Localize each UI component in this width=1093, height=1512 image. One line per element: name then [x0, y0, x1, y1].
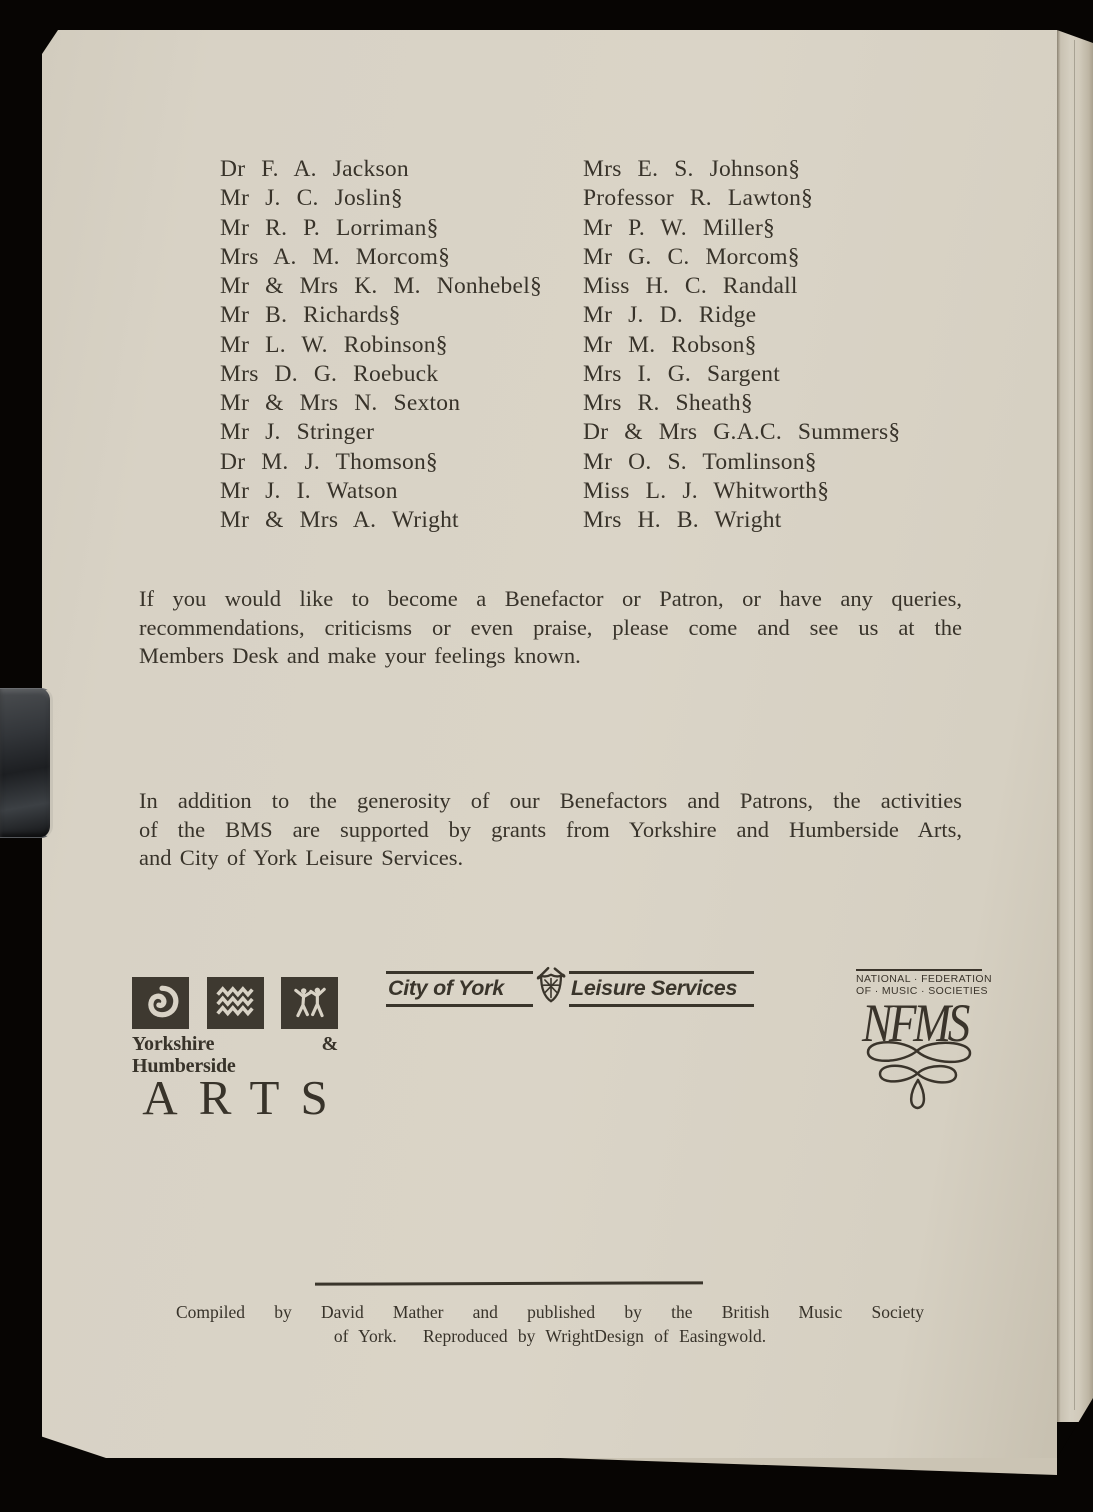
booklet-page [42, 30, 1057, 1458]
paragraph-line: In addition to the generosity of our Benefactors and Patrons, the activities [139, 788, 962, 813]
benefactor-name: Mr J. C. Joslin§ [220, 185, 403, 212]
york-logo-right-text [569, 971, 754, 1007]
benefactor-name: Mrs A. M. Morcom§ [220, 243, 451, 270]
york-logo-left-text [386, 971, 533, 1007]
benefactor-name: Mr M. Robson§ [583, 331, 757, 358]
nfms-acronym-wordmark: NFMS [862, 993, 967, 1053]
benefactor-name: Mrs E. S. Johnson§ [583, 156, 801, 182]
benefactor-name: Mrs I. G. Sargent [583, 360, 781, 387]
grants-acknowledgement-paragraph [139, 787, 962, 873]
paragraph-line: of the BMS are supported by grants from Yorkshire and Humberside Arts, [139, 816, 962, 842]
yha-logo-squares [132, 977, 338, 1029]
benefactor-name: Mr G. C. Morcom§ [583, 243, 800, 270]
page-edge-crease [1074, 40, 1075, 1410]
yha-logo-wordmark: Yorkshire & Humberside [132, 1033, 338, 1077]
city-of-york-leisure-services-logo [386, 971, 754, 1007]
york-logo-leisure-label: Leisure Services [571, 976, 738, 1000]
paragraph-line: recommendations, criticisms or even praise, please come and see us at the [139, 614, 962, 640]
nfms-caption-line: OF · MUSIC · SOCIETIES [856, 985, 988, 997]
colophon-line: of York. Reproduced by WrightDesign of Easingwold. [333, 1325, 767, 1346]
names-column-right [583, 155, 900, 535]
benefactor-name: Mrs H. B. Wright [583, 507, 782, 533]
benefactor-name: Miss L. J. Whitworth§ [583, 477, 830, 504]
paragraph-line: Members Desk and make your feelings known. [139, 643, 581, 669]
benefactor-name: Mr & Mrs K. M. Nonhebel§ [220, 273, 542, 299]
benefactor-name: Mr J. I. Watson [220, 477, 398, 504]
paragraph-line: If you would like to become a Benefactor or Patron, or have any queries, [139, 586, 962, 611]
benefactor-name: Mr L. W. Robinson§ [220, 331, 448, 358]
names-column-left [220, 155, 542, 535]
paragraph-line: and City of York Leisure Services. [139, 845, 464, 871]
nfms-caption-line: NATIONAL · FEDERATION [856, 973, 992, 985]
benefactor-invitation-paragraph [139, 585, 962, 671]
benefactor-name: Mr & Mrs N. Sexton [220, 390, 461, 416]
spiral-icon [132, 977, 189, 1029]
benefactor-name: Mr R. P. Lorriman§ [220, 214, 439, 241]
benefactor-name: Mrs D. G. Roebuck [220, 360, 439, 387]
nfms-logo [848, 969, 1006, 1111]
benefactor-name: Mr P. W. Miller§ [583, 214, 776, 241]
york-logo-city-label: City of York [388, 976, 504, 1000]
yha-logo-arts-wordmark: ARTS [142, 1070, 349, 1125]
colophon-line: Compiled by David Mather and published by the British Music Society [176, 1302, 924, 1322]
benefactor-name: Mr J. D. Ridge [583, 302, 757, 329]
page-bottom-edge [560, 1458, 1057, 1475]
benefactor-name: Mr & Mrs A. Wright [220, 507, 459, 533]
colophon [176, 1301, 924, 1349]
benefactor-name: Mr B. Richards§ [220, 302, 401, 329]
binder-clip [0, 688, 53, 838]
benefactor-name: Dr F. A. Jackson [220, 156, 409, 182]
page-fore-edge [1057, 30, 1093, 1422]
benefactor-name: Miss H. C. Randall [583, 273, 798, 299]
benefactor-name: Mr O. S. Tomlinson§ [583, 448, 817, 475]
waves-icon [207, 977, 264, 1029]
benefactor-name: Mr J. Stringer [220, 419, 375, 446]
benefactor-name: Mrs R. Sheath§ [583, 390, 753, 416]
benefactor-name: Professor R. Lawton§ [583, 185, 814, 212]
yorkshire-humberside-arts-logo [132, 977, 349, 1125]
dancers-icon [281, 977, 338, 1029]
benefactor-name: Dr & Mrs G.A.C. Summers§ [583, 419, 901, 446]
benefactor-name: Dr M. J. Thomson§ [220, 448, 438, 475]
york-crest-icon [534, 965, 568, 1011]
